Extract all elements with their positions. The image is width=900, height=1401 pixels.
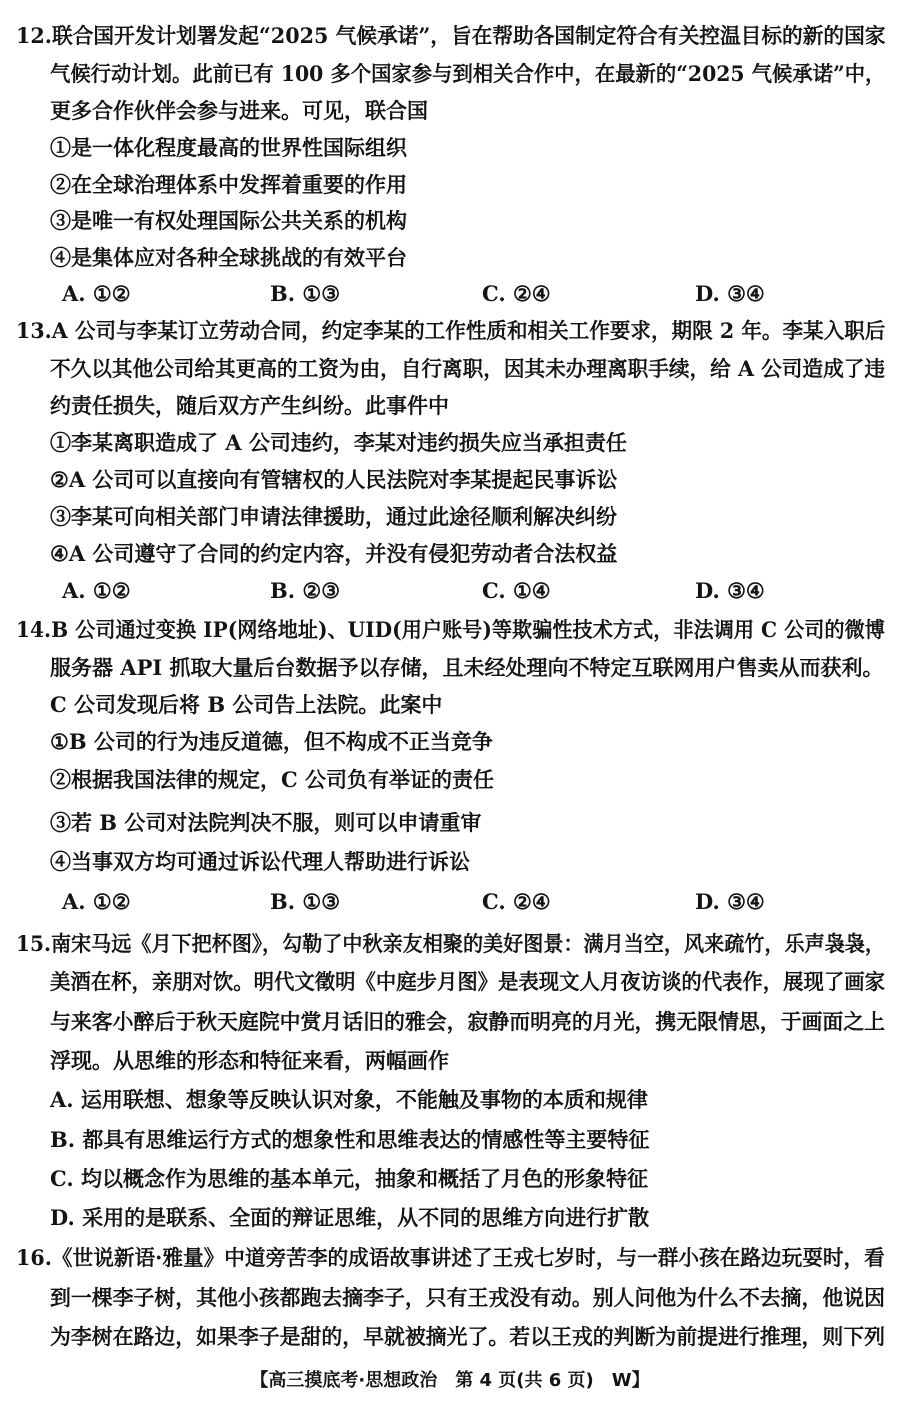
q12-option-d: D. ③④ xyxy=(695,281,765,306)
q14-stem-line-2: 服务器 API 抓取大量后台数据予以存储，且未经处理向不特定互联网用户售卖从而获利。 xyxy=(50,655,884,680)
q16-stem-line-3: 为李树在路边，如果李子是甜的，早就被摘光了。若以王戎的判断为前提进行推理，则下列 xyxy=(50,1324,885,1349)
q12-item-3: ③是唯一有权处理国际公共关系的机构 xyxy=(50,208,407,233)
q16-stem-line-2: 到一棵李子树，其他小孩都跑去摘李子，只有王戎没有动。别人问他为什么不去摘，他说因 xyxy=(50,1285,885,1310)
q13-stem-line-2: 不久以其他公司给其更高的工资为由，自行离职，因其未办理离职手续，给 A 公司造成了违 xyxy=(50,356,885,381)
q12-option-c: C. ②④ xyxy=(482,281,551,306)
q15-option-c: C. 均以概念作为思维的基本单元，抽象和概括了月色的形象特征 xyxy=(50,1166,648,1191)
q15-stem-line-3: 与来客小醉后于秋天庭院中赏月话旧的雅会，寂静而明亮的月光，携无限情思，于画面之上 xyxy=(50,1009,885,1034)
q12-option-a: A. ①② xyxy=(62,281,131,306)
q14-option-a: A. ①② xyxy=(62,889,131,914)
q15-stem-line-2: 美酒在杯，亲朋对饮。明代文徵明《中庭步月图》是表现文人月夜访谈的代表作，展现了画家 xyxy=(50,969,885,994)
q14-item-4: ④当事双方均可通过诉讼代理人帮助进行诉讼 xyxy=(50,849,470,874)
q13-item-3: ③李某可向相关部门申请法律援助，通过此途径顺利解决纠纷 xyxy=(50,504,617,529)
q15-option-a: A. 运用联想、想象等反映认识对象，不能触及事物的本质和规律 xyxy=(50,1087,648,1112)
q13-item-1: ①李某离职造成了 A 公司违约，李某对违约损失应当承担责任 xyxy=(50,430,627,455)
page-footer: 【高三摸底考·思想政治 第 4 页(共 6 页) W】 xyxy=(250,1370,650,1391)
q13-stem-line-3: 约责任损失，随后双方产生纠纷。此事件中 xyxy=(50,393,449,418)
q13-option-b: B. ②③ xyxy=(270,578,341,603)
q15-option-b: B. 都具有思维运行方式的想象性和思维表达的情感性等主要特征 xyxy=(50,1127,650,1152)
q12-stem-line-2: 气候行动计划。此前已有 100 多个国家参与到相关合作中，在最新的“2025 气候承诺”中， xyxy=(50,61,886,86)
q15-stem-line-1: 15.南宋马远《月下把杯图》，勾勒了中秋亲友相聚的美好图景：满月当空，风来疏竹，乐声袅袅， xyxy=(16,931,885,956)
q12-option-b: B. ①③ xyxy=(270,281,341,306)
q13-item-2: ②A 公司可以直接向有管辖权的人民法院对李某提起民事诉讼 xyxy=(50,467,618,492)
q14-stem-line-1: 14.B 公司通过变换 IP(网络地址)、UID(用户账号)等欺骗性技术方式，非法调用 C 公司的微博 xyxy=(16,617,885,642)
q14-item-2: ②根据我国法律的规定，C 公司负有举证的责任 xyxy=(50,767,495,792)
q13-option-d: D. ③④ xyxy=(695,578,765,603)
q15-stem-line-4: 浮现。从思维的形态和特征来看，两幅画作 xyxy=(50,1048,449,1073)
q14-stem-line-3: C 公司发现后将 B 公司告上法院。此案中 xyxy=(50,692,443,717)
q13-option-a: A. ①② xyxy=(62,578,131,603)
q13-item-4: ④A 公司遵守了合同的约定内容，并没有侵犯劳动者合法权益 xyxy=(50,541,618,566)
q12-stem-line-1: 12.联合国开发计划署发起“2025 气候承诺”，旨在帮助各国制定符合有关控温目标的新的国家 xyxy=(16,23,886,48)
q12-item-1: ①是一体化程度最高的世界性国际组织 xyxy=(50,135,407,160)
q16-stem-line-1: 16.《世说新语·雅量》中道旁苦李的成语故事讲述了王戎七岁时，与一群小孩在路边玩耍时，看 xyxy=(16,1245,885,1270)
q14-option-b: B. ①③ xyxy=(270,889,341,914)
q15-option-d: D. 采用的是联系、全面的辩证思维，从不同的思维方向进行扩散 xyxy=(50,1205,650,1230)
q14-option-d: D. ③④ xyxy=(695,889,765,914)
q14-item-1: ①B 公司的行为违反道德，但不构成不正当竞争 xyxy=(50,729,493,754)
q13-stem-line-1: 13.A 公司与李某订立劳动合同，约定李某的工作性质和相关工作要求，期限 2 年。李某入职后 xyxy=(16,318,886,343)
q14-option-c: C. ②④ xyxy=(482,889,551,914)
q14-item-3: ③若 B 公司对法院判决不服，则可以申请重审 xyxy=(50,810,482,835)
q13-option-c: C. ①④ xyxy=(482,578,551,603)
q12-item-4: ④是集体应对各种全球挑战的有效平台 xyxy=(50,245,407,270)
q12-item-2: ②在全球治理体系中发挥着重要的作用 xyxy=(50,172,407,197)
q12-stem-line-3: 更多合作伙伴会参与进来。可见，联合国 xyxy=(50,98,428,123)
